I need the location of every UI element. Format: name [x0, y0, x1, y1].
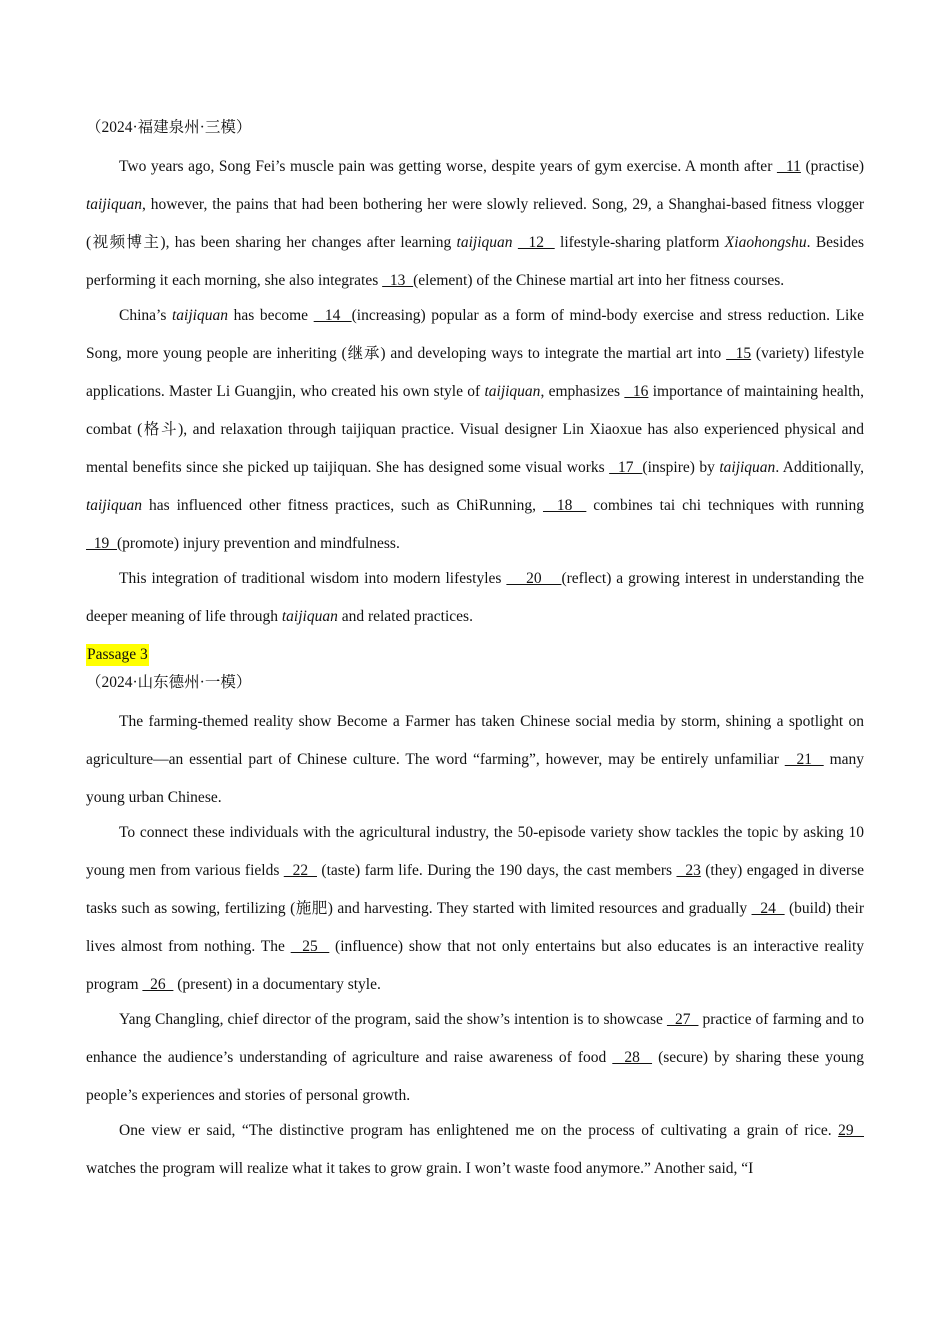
passage-3-label: Passage 3: [86, 644, 149, 666]
blank-19: 19: [86, 535, 117, 552]
passage-3-paragraph-1: The farming-themed reality show Become a Farmer has taken Chinese social media by storm, shining a spotlight on agriculture—an essential part of Chinese culture. The word “farming”, however, may be entirely unfamiliar 21 many young urban Chinese.: [86, 713, 865, 806]
passage-3-paragraph-3: Yang Changling, chief director of the program, said the show’s intention is to showcase 27 practice of farming and to enhance the audience’s understanding of agriculture and raise awareness of food 28 (secure) by sharing these young people’s experiences and stories of personal growth.: [86, 1011, 865, 1104]
blank-23: 23: [676, 862, 701, 879]
passage-3-heading: [86, 641, 864, 669]
blank-27: 27: [666, 1011, 699, 1028]
blank-29: 29: [838, 1122, 864, 1139]
blank-28: 28: [612, 1049, 653, 1066]
passage-2-paragraph-2: China’s taijiquan has become 14 (increasing) popular as a form of mind-body exercise and stress reduction. Like Song, more young people are inheriting (继承) and developing ways to integrate the martial art into 15 (variety) lifestyle applications. Master Li Guangjin, who created his own style of taijiquan, emphasizes 16 importance of maintaining health, combat (格斗), and relaxation through taijiquan practice. Visual designer Lin Xiaoxue has also experienced physical and mental benefits since she picked up taijiquan. She has designed some visual works 17 (inspire) by taijiquan. Additionally, taijiquan has influenced other fitness practices, such as ChiRunning, 18 combines tai chi techniques with running 19 (promote) injury prevention and mindfulness.: [86, 307, 865, 552]
passage-2-paragraph-1: Two years ago, Song Fei’s muscle pain was getting worse, despite years of gym exercise. A month after 11 (practise) taijiquan, however, the pains that had been bothering her were slowly relieved. Song, 29, a Shanghai-based fitness vlogger (视频博主), has been sharing her changes after learning taijiquan 12 lifestyle-sharing platform Xiaohongshu. Besides performing it each morning, she also integrates 13 (element) of the Chinese martial art into her fitness courses.: [86, 158, 865, 289]
blank-20: 20: [506, 570, 562, 587]
blank-13: 13: [382, 272, 414, 289]
passage-2-source: （2024·福建泉州·三模）: [86, 119, 252, 136]
blank-25: 25: [290, 938, 330, 955]
blank-16: 16: [624, 383, 649, 400]
blank-21: 21: [784, 751, 824, 768]
passage-3-paragraph-4: One view er said, “The distinctive program has enlightened me on the process of cultivating a grain of rice. 29 watches the program will realize what it takes to grow grain. I won’t waste food anymore.” Another said, “I: [86, 1122, 864, 1177]
blank-17: 17: [609, 459, 643, 476]
blank-14: 14: [313, 307, 352, 324]
document-page: [86, 114, 864, 1188]
passage-3-source: （2024·山东德州·一模）: [86, 674, 252, 691]
blank-11: 11: [776, 158, 801, 175]
blank-15: 15: [726, 345, 752, 362]
blank-18: 18: [542, 497, 587, 514]
passage-2-paragraph-3: This integration of traditional wisdom into modern lifestyles 20 (reflect) a growing interest in understanding the deeper meaning of life through taijiquan and related practices.: [86, 570, 864, 625]
blank-26: 26: [142, 976, 174, 993]
passage-3-paragraph-2: To connect these individuals with the agricultural industry, the 50-episode variety show tackles the topic by asking 10 young men from various fields 22 (taste) farm life. During the 190 days, the cast members 23 (they) engaged in diverse tasks such as sowing, fertilizing (施肥) and harvesting. They started with limited resources and gradually 24 (build) their lives almost from nothing. The 25 (influence) show that not only entertains but also educates is an interactive reality program 26 (present) in a documentary style.: [86, 824, 865, 993]
blank-22: 22: [283, 862, 317, 879]
blank-12: 12: [517, 234, 555, 251]
blank-24: 24: [751, 900, 785, 917]
